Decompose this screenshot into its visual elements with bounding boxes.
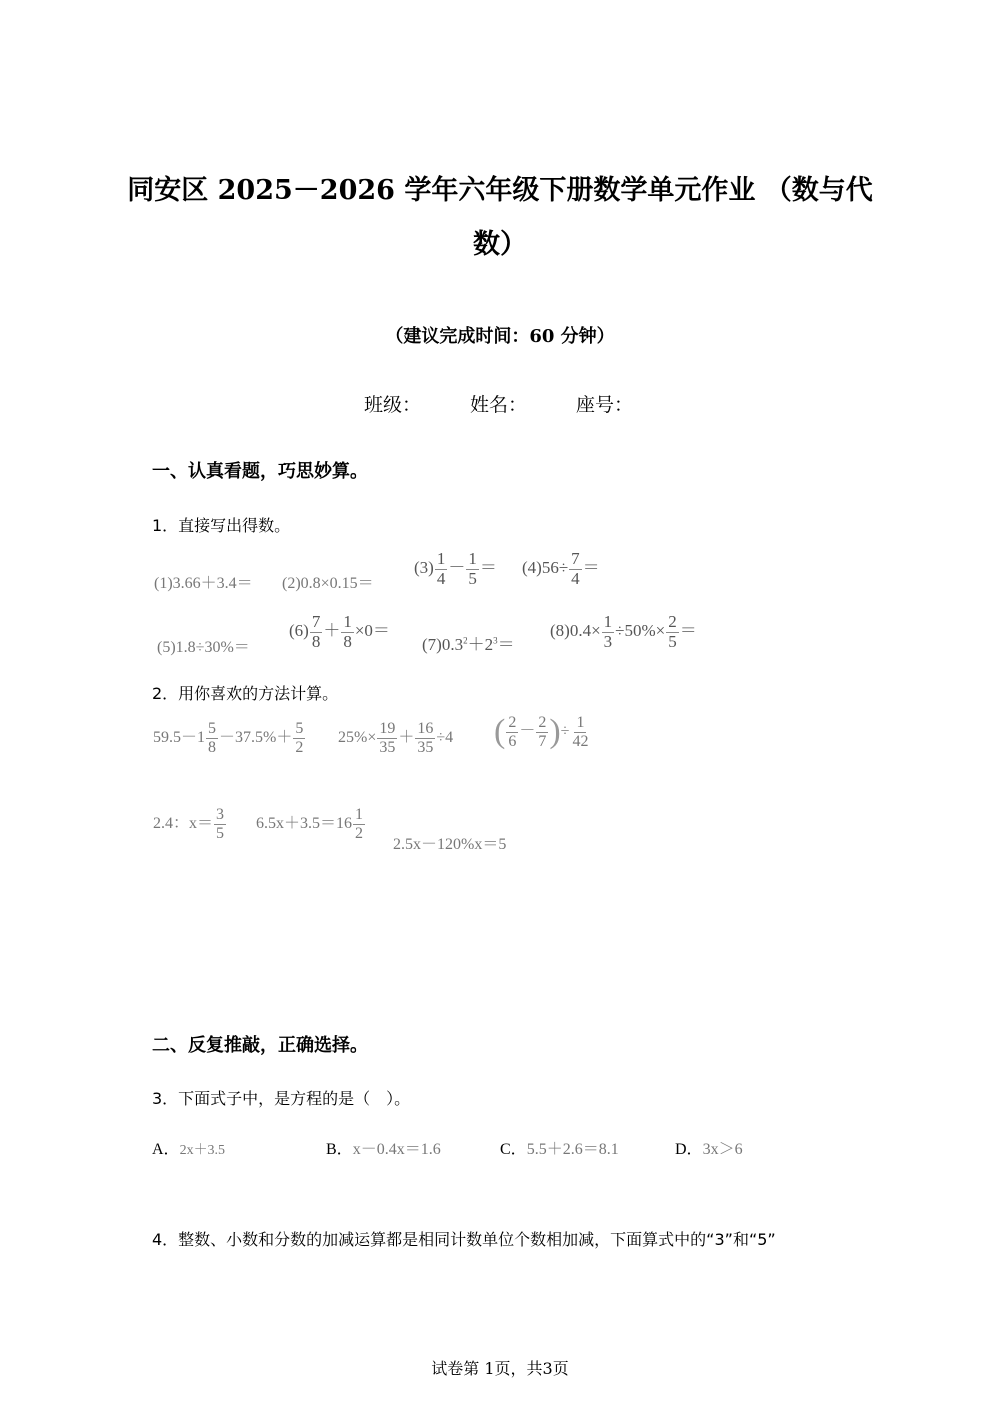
- class-label: 班级：: [364, 394, 422, 416]
- question4-title: 4．整数、小数和分数的加减运算都是相同计数单位个数相加减，下面算式中的“3”和“5”: [152, 1230, 776, 1249]
- q1-item7: $(7)0.3^2+2^3=$: [422, 635, 515, 654]
- q2-expr1: 59.5－1 $\frac{5}{8}$ －37.5%＋ $\frac{5}{2}$: [153, 720, 304, 756]
- q1-item3: (3) $\frac{1}{4}$ － $\frac{1}{5}$ ＝: [414, 549, 497, 588]
- suggested-time: （建议完成时间：60 分钟）: [385, 326, 615, 347]
- q2-expr5: 6.5x＋3.5＝16 $\frac{1}{2}$: [256, 806, 364, 842]
- section2-title: 二、反复推敲，正确选择。: [152, 1035, 368, 1056]
- q1-item6: (6) $\frac{7}{8}$ ＋ $\frac{1}{8}$ ×0＝: [289, 612, 390, 651]
- q3-option-d[interactable]: D．3x＞6: [675, 1141, 743, 1158]
- q2-expr4: 2.4：x＝ $\frac{3}{5}$: [153, 806, 225, 842]
- page-title-line1: 同安区 2025－2026 学年六年级下册数学单元作业 （数与代: [127, 175, 873, 206]
- q1-item5: (5)1.8÷30%＝: [157, 639, 250, 656]
- q1-item4: (4)56÷ $\frac{7}{4}$ ＝: [522, 549, 600, 588]
- q3-option-a[interactable]: A．2x＋3.5: [152, 1141, 226, 1158]
- q3-option-b[interactable]: B．x－0.4x＝1.6: [326, 1141, 441, 1158]
- page-title-line2: 数）: [473, 229, 527, 260]
- section1-title: 一、认真看题，巧思妙算。: [152, 461, 368, 482]
- question3-title: 3．下面式子中，是方程的是（ ）。: [152, 1089, 411, 1108]
- name-label: 姓名：: [470, 394, 528, 416]
- seat-label: 座号：: [576, 394, 634, 416]
- q2-expr3: ( $\frac{2}{6}$ － $\frac{2}{7}$ )÷ $\frac{1}{42}$: [494, 713, 589, 750]
- question2-title: 2．用你喜欢的方法计算。: [152, 684, 339, 703]
- q2-expr6: 2.5x－120%x＝5: [393, 836, 507, 853]
- page-footer: 试卷第 1页，共3页: [431, 1359, 569, 1378]
- q1-item1: (1)3.66＋3.4＝: [154, 575, 253, 592]
- q2-expr2: 25%× $\frac{19}{35}$ ＋ $\frac{16}{35}$ ÷4: [338, 720, 454, 756]
- question1-title: 1．直接写出得数。: [152, 516, 291, 535]
- q1-item8: (8)0.4× $\frac{1}{3}$ ÷50%× $\frac{2}{5}$ ＝: [550, 612, 697, 651]
- q3-option-c[interactable]: C．5.5＋2.6＝8.1: [500, 1141, 619, 1158]
- q1-item2: (2)0.8×0.15＝: [282, 575, 374, 592]
